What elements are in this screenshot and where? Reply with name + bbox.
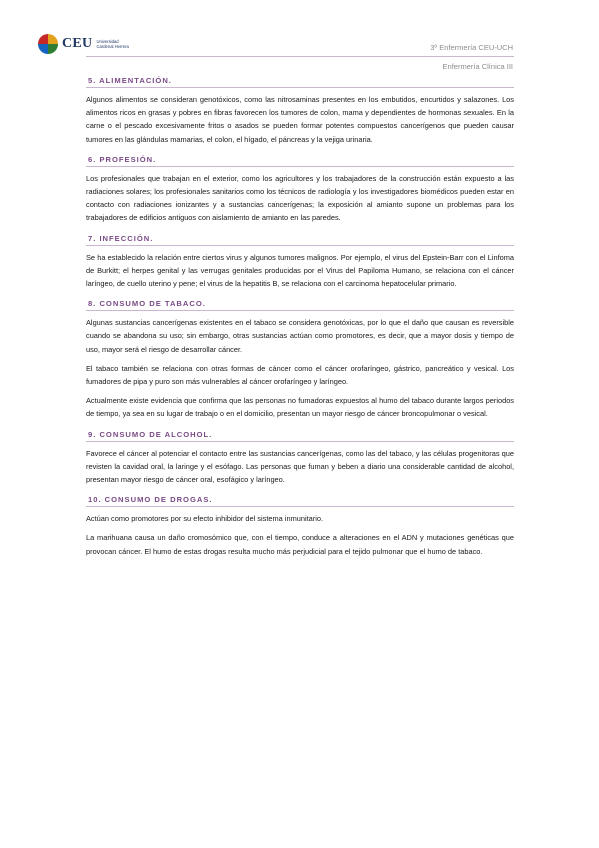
logo-sub-line1: Universidad (96, 39, 119, 44)
section (86, 429, 514, 495)
section (86, 233, 514, 299)
section (86, 298, 514, 428)
paragraph: Algunos alimentos se consideran genotóxicos, como las nitrosaminas presentes en los embutidos, encurtidos y salazones. Los alimentos ricos en grasas y pobres en fibras favorecen los tumores de colon, mama y dependientes de hormonas sexuales. En la carne o el pescado excesivamente fritos o asados se pueden formar potentes compuestos cancerígenos que pueden causar tumores en las glándulas mamarias, el colon, el hígado, el páncreas y la vejiga urinaria. (86, 95, 514, 144)
paragraph: Se ha establecido la relación entre ciertos virus y algunos tumores malignos. Por ejemplo, el virus del Epstein-Barr con el Linfoma de Burkitt; el herpes genital y las verrugas genitales producidas por el Virus del Papiloma Humano, se relaciona con el cáncer laríngeo, de cuello uterino y pene; el virus de la hepatitis B, se relaciona con el carcinoma hepatocelular primario. (86, 252, 514, 289)
section-title: 7. INFECCIÓN. (88, 233, 154, 243)
header-course: 3º Enfermería CEU-UCH (430, 43, 513, 52)
paragraph: La marihuana causa un daño cromosómico que, con el tiempo, conduce a alteraciones en el ADN y mutaciones genéticas que provocan cáncer. El humo de estas drogas resulta mucho más perjudicial para el tejido pulmonar que el humo de tabaco. (86, 533, 514, 556)
ceu-emblem-icon (38, 34, 58, 54)
section (86, 75, 514, 154)
logo-text: CEU (62, 36, 93, 51)
paragraph: Actúan como promotores por su efecto inhibidor del sistema inmunitario. (86, 514, 324, 524)
section-title: 10. CONSUMO DE DROGAS. (88, 495, 213, 505)
paragraph: Los profesionales que trabajan en el exterior, como los agricultores y los trabajadores de la construcción están expuesto a las radiaciones solares; los profesionales sanitarios como los técnicos de radiología y los investigadores biomédicos pueden estar en contacto con radiaciones ionizantes y a sustancias cancerígenas; la exposición al amianto supone un problemas para los trabajadores de edificios antiguos con aislamiento de amianto en las paredes. (86, 173, 514, 223)
document-body (86, 75, 514, 566)
section (86, 494, 514, 566)
paragraph: Actualmente existe evidencia que confirma que las personas no fumadoras expuestos al humo del tabaco durante largos periodos de tiempo, ya sea en su lugar de trabajo o en el domicilio, presentan un mayor riesgo de cáncer broncopulmonar o vesical. (86, 396, 514, 419)
paragraph: Algunas sustancias cancerígenas existentes en el tabaco se considera genotóxicas, por lo que el daño que causan es reversible cuando se abandona su uso; sin embargo, otras sustancias actúan como promotores, es decir, que a mayor dosis y tiempo de uso, mayor será el riesgo de desarrollar cáncer. (86, 318, 514, 354)
section-title: 8. CONSUMO DE TABACO. (88, 299, 206, 309)
header-divider (86, 56, 514, 57)
section (86, 154, 514, 233)
section-title: 5. ALIMENTACIÓN. (88, 76, 172, 85)
section-title: 9. CONSUMO DE ALCOHOL. (88, 429, 213, 439)
paragraph: Favorece el cáncer al potenciar el contacto entre las sustancias cancerígenas, como las del tabaco, y las células progenitoras que revisten la cavidad oral, la laringe y el esófago. Las personas que fuman y beben a diario una considerable cantidad de alcohol, presentan mayor riesgo de cáncer oral, esofágico y laríngeo. (86, 448, 514, 485)
header-subject: Enfermería Clínica III (442, 62, 513, 71)
university-logo (38, 34, 136, 54)
page-header (0, 0, 599, 74)
logo-sub-line2: Cardenal Herrera (96, 44, 129, 49)
paragraph: El tabaco también se relaciona con otras formas de cáncer como el cáncer orofaríngeo, gástrico, pancreático y vesical. Los fumadores de pipa y puro son más vulnerables al cáncer orofaríngeo y laríngeo. (86, 363, 514, 387)
logo-subtitle (96, 39, 136, 49)
section-title: 6. PROFESIÓN. (88, 154, 157, 164)
